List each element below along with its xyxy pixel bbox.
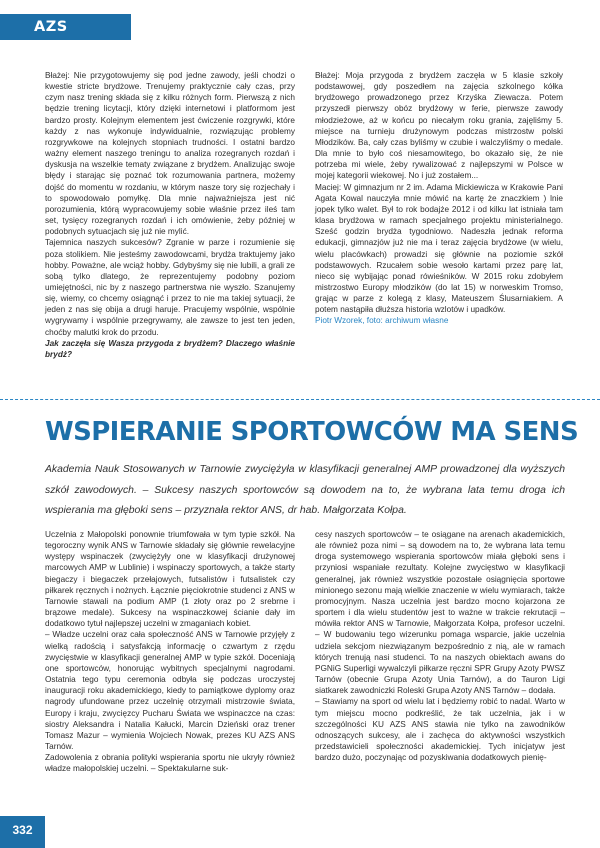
interview-question: Jak zaczęła się Wasza przygoda z brydżem? Dlaczego właśnie brydż?: [45, 338, 295, 359]
interview-paragraph: Maciej: W gimnazjum nr 2 im. Adama Mickiewicza w Krakowie Pani Agata Kowal nauczyła mnie mówić na kartę że znaczkiem ) lnie jopek tylko walet. Był to rok bodajże 2012 i od kilku lat istniała tam klasa brydżowa w ramach specjalnego projektu ministerialnego. Sześć godzin brydża tygodniowo. Nadeszła jednak reforma edukacji, gimnazjów już nie ma i teraz zajęcia brydżowe (w wielu, wielu placówkach) prowadzi się głównie na poziomie szkół podstawowych. Rzucałem sobie wesoło kartami przez parę lat, nieco się wybijając ponad rówieśników. W 2015 roku zdobyłem mistrzostwo Europy młodzików (do lat 15) w norweskim Tromso, grając w parze z kolegą z klasy, Mateuszem Ślusarniakiem. A potem nastąpiła dłuższa historia wzlotów i upadków.: [315, 182, 563, 315]
interview-column-left: [45, 70, 295, 360]
interview-paragraph: Tajemnica naszych sukcesów? Zgranie w parze i rozumienie się poza stolikiem. Nie jesteśmy zawodowcami, brydża traktujemy jako hobby. Poważne, ale wciąż hobby. Gdybyśmy się nie lubili, a grali ze sobą tylko dlatego, że reprezentujemy podobny poziom umiejętności, nic by z naszego partnerstwa nie wyszło. Szanujemy się, wiemy, co chcemy osiągnąć i przez to nie ma takiej sytuacji, że jeden z nas się obija a drugi haruje. Pracujemy wspólnie, wspólnie wygrywamy i wspólnie przegrywamy, ale zawsze to jest ten jeden, choćby malutki krok do przodu.: [45, 238, 295, 337]
article-lead: Akademia Nauk Stosowanych w Tarnowie zwyciężyła w klasyfikacji generalnej AMP prowadzonej dla wyższych szkół zawodowych. – Sukcesy naszych sportowców są dowodem na to, że wybrana lata temu droga ich wspierania ma głęboki sens – przyznała rektor ANS, dr hab. Małgorzata Kołpa.: [45, 464, 565, 517]
page-number: 332: [0, 816, 45, 848]
article-paragraph: – Władze uczelni oraz cała społeczność ANS w Tarnowie przyjęły z wielką radością i satysfakcją informację o czwartym z rzędu zwycięstwie w klasyfikacji generalnej AMP w typie szkół. Doceniają one sportowców, honorując wybitnych specjalnymi nagrodami. Ostatnia tego typu ceremonia odbyła się podczas uroczystej inauguracji roku akademickiego, kiedy to pamiątkowe dyplomy oraz nagrody ufundowane przez uczelnię otrzymali mistrzowie świata, Europy i kraju, zwycięzcy Pucharu Świata we wspinaczce na czas: siostry Aleksandra i Natalia Kałucki, Marcin Dzieński oraz trener Tomasz Mazur – wymienia Wojciech Nowak, prezes KU AZS ANS Tarnów.: [45, 630, 295, 751]
article-paragraph: Uczelnia z Małopolski ponownie triumfowała w tym typie szkół. Na tegoroczny wynik ANS w Tarnowie składały się głównie rewelacyjne występy wspinaczek (zwyciężyły one w klasyfikacji drużynowej marcowych AMP w Lublinie) i wspinaczy sportowych, a także starty biegaczy i biegaczek przełajowych, futsalistów i futsalistek czy piłkarek ręcznych i nożnych. Łącznie pięciokrotnie studenci z ANS w Tarnowie stawali na podium AMP (1 złoty oraz po 2 srebrne i brązowe medale). Sukcesy na wspinaczkowej ścianie dały im dodatkowo tytuł najlepszej uczelni w zmaganiach kobiet.: [45, 530, 295, 629]
section-tab: AZS KRAKÓW: [0, 14, 131, 40]
section-divider: [0, 399, 600, 400]
interview-paragraph: Błażej: Nie przygotowujemy się pod jedne zawody, jeśli chodzi o kwestie stricte brydżowe. Trenujemy praktycznie cały czas, przy czym nasz trening składa się z kilku różnych form. Pierwszą z nich będzie trening licytacji, który dzięki internetowi i platformom jest bardzo prosty. Kolejnym elementem jest ćwiczenie rozgrywki, które każdy z nas wykonuje indywidualnie, rozwiązując problemy rozgrywkowe na kolejnych stopniach trudności. I ostatni bardzo ważny element naszego treningu to analiza rozegranych rozdań i dyskusja na wszelkie tematy związane z brydżem. Analizując swoje błędy i starając się poznać tok rozumowania partnera, możemy dojść do momentu w rozdaniu, w którym nasze tory się rozjechały i to spowodowało pomyłkę. Dla mnie najważniejsza jest nić porozumienia, którą wypracowujemy sobie właśnie przez ileś tam set, tysięcy rozegranych rozdań i ich omówienie, żeby później w podobnych sytuacjach się już nie mylić.: [45, 71, 295, 237]
article-column-left: [45, 529, 295, 774]
photo-credit: Piotr Wzorek, foto: archiwum własne: [315, 316, 449, 326]
article-headline: WSPIERANIE SPORTOWCÓW MA SENS: [45, 417, 579, 447]
interview-column-right: [315, 70, 563, 327]
article-paragraph: Zadowolenia z obrania polityki wspierania sportu nie ukryły również władze małopolskiej uczelni. – Spektakularne suk-: [45, 753, 295, 774]
article-paragraph: – Stawiamy na sport od wielu lat i będziemy robić to nadal. Warto w tym miejscu mocno podkreślić, że tak uczelnia, jak i w szczególności KU AZS ANS stawia nie tylko na zawodników odnoszących sukcesy, ale i zachęca do aktywności wszystkich przedstawicieli społeczności akademickiej. Tych inicjatyw jest bardzo dużo, poczynając od pozyskiwania dodatkowych pienię-: [315, 697, 565, 763]
interview-paragraph: Błażej: Moja przygoda z brydżem zaczęła w 5 klasie szkoły podstawowej, gdy poszedłem na zajęcia szkolnego kółka brydżowego prowadzonego przez Krzyśka Ziewacza. Potem przyszedł pierwszy obóz brydżowy w ferie, pierwsze zawody młodzieżowe, aż w końcu po niecałym roku grania, zajęliśmy 5. miejsce na turnieju drużynowym podczas mistrzostw polski Młodzików. Ba, cały czas byliśmy w czubie i walczyliśmy o medale. Dla mnie to było coś niesamowitego, bo okazało się, że nie potrzeba mi wiele, żeby rywalizować z najlepszymi w Polsce w mojej kategorii wiekowej. No i już zostałem...: [315, 71, 563, 181]
article-paragraph: cesy naszych sportowców – te osiągane na arenach akademickich, ale również poza nimi – są dowodem na to, że wybrana lata temu droga systemowego wspierania sportowców miała głęboki sens i przyniosi wspaniałe rezultaty. Kolejne zwycięstwo w klasyfikacji generalnej, jak również wszystkie pozostałe osiągnięcia sportowe minionego sezonu mają wielkie znaczenie w wielu wymiarach, także promocyjnym. Nasza uczelnia jest bardzo mocno kojarzona ze sportem i dla wielu studentów jest to ważne w trakcie rekrutacji – mówiła rektor ANS w Tarnowie, Małgorzata Kołpa, profesor uczelni. – W budowaniu tego wizerunku pomaga wsparcie, jakie uczelnia udziela sekcjom niezwiązanym bezpośrednio z nią, ale w ramach których trenują nasi studenci. To na naszych obiektach awans do PGNiG Superligi wywalczyli piłkarze ręczni SPR Grupy Azoty PWSZ Tarnów (obecnie Grupa Azoty Unia Tarnów), a do Tauron Ligi siatkarek zawodniczki Roleski Grupa Azoty ANS Tarnów – dodała.: [315, 530, 565, 696]
article-column-right: [315, 529, 565, 763]
